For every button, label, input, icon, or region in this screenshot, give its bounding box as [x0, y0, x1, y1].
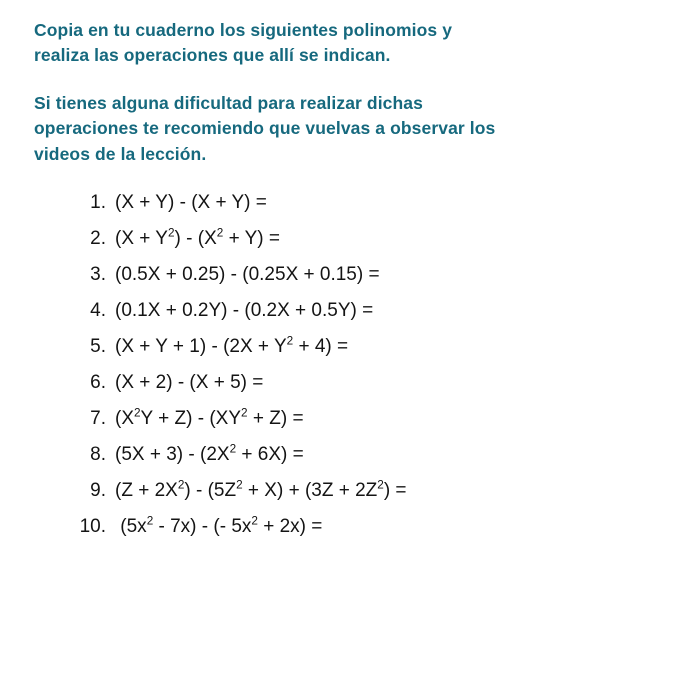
expression-segment: (5X + 3) - (2X [115, 443, 230, 465]
exercise-expression [115, 373, 263, 392]
exercise-item [34, 226, 646, 249]
exercise-item [34, 334, 646, 357]
expression-segment: ) - (X [174, 227, 217, 249]
expression-segment: + X) + (3Z + 2Z [242, 479, 378, 501]
exponent: 2 [134, 406, 141, 420]
expression-segment: (0.1X + 0.2Y) - (0.2X + 0.5Y) = [115, 299, 374, 321]
expression-segment: (X + Y) - (X + Y) = [115, 191, 267, 213]
expression-segment: (X + Y [115, 227, 168, 249]
exponent: 2 [216, 226, 224, 240]
expression-segment: (Z + 2X [115, 479, 178, 501]
expression-segment: + Y) = [223, 227, 280, 249]
exercise-expression [115, 442, 304, 465]
intro-p2-line2: operaciones te recomiendo que vuelvas a observar los [34, 118, 496, 139]
exercise-expression [115, 478, 407, 501]
intro-text [34, 18, 646, 167]
exercise-expression [115, 193, 267, 212]
intro-paragraph-2 [34, 91, 646, 167]
exercise-list [34, 193, 646, 536]
exponent: 2 [377, 478, 384, 492]
exercise-expression [115, 406, 304, 429]
exponent: 2 [236, 478, 243, 492]
exercise-expression [115, 301, 373, 320]
exponent: 2 [229, 442, 237, 456]
expression-segment: (X [115, 407, 134, 429]
expression-segment: Y + Z) - (XY [140, 407, 242, 429]
exponent: 2 [146, 514, 154, 528]
intro-p1-line1: Copia en tu cuaderno los siguientes polinomios y [34, 20, 453, 40]
intro-p1-line2: realiza las operaciones que allí se indican. [34, 45, 391, 66]
exponent: 2 [286, 334, 294, 348]
expression-segment: (5x [115, 515, 147, 537]
exercise-number: 6. [90, 371, 106, 393]
exercise-item [34, 301, 646, 320]
exercise-number: 5. [90, 335, 106, 357]
exercise-expression [115, 334, 349, 357]
exercise-expression [115, 265, 380, 284]
expression-segment: ) = [383, 479, 407, 501]
expression-segment: + 2x) = [257, 515, 323, 537]
exercise-item [34, 193, 646, 212]
exercise-number: 1. [90, 191, 106, 213]
exercise-number: 2. [90, 227, 106, 249]
exponent: 2 [167, 226, 175, 240]
exercise-number: 3. [90, 263, 106, 285]
expression-segment: + Z) = [247, 407, 304, 429]
exercise-item [34, 265, 646, 284]
exponent: 2 [251, 514, 258, 528]
expression-segment: (X + 2) - (X + 5) = [115, 371, 264, 393]
exercise-expression [115, 514, 323, 537]
expression-segment: + 6X) = [236, 443, 304, 465]
exercise-number: 7. [90, 407, 106, 429]
exercise-item [34, 478, 646, 501]
intro-p2-line3: videos de la lección. [34, 143, 207, 164]
exponent: 2 [177, 478, 185, 492]
exponent: 2 [241, 406, 248, 420]
exercise-item [34, 442, 646, 465]
exercise-item [34, 514, 646, 537]
exercise-number: 9. [90, 479, 106, 501]
exercise-item [34, 373, 646, 392]
exercise-number: 10. [79, 515, 106, 537]
exercise-number: 4. [90, 299, 106, 321]
expression-segment: + 4) = [293, 335, 349, 357]
exercise-number: 8. [90, 443, 106, 465]
intro-paragraph-1 [34, 18, 646, 69]
exercise-item [34, 406, 646, 429]
expression-segment: (X + Y + 1) - (2X + Y [115, 335, 287, 357]
intro-p2-line1: Si tienes alguna dificultad para realizar dichas [34, 92, 423, 113]
expression-segment: (0.5X + 0.25) - (0.25X + 0.15) = [115, 263, 380, 285]
paragraph-spacer [34, 69, 646, 91]
expression-segment: - 7x) - (- 5x [153, 515, 252, 537]
expression-segment: ) - (5Z [184, 479, 237, 501]
exercise-expression [115, 226, 280, 249]
